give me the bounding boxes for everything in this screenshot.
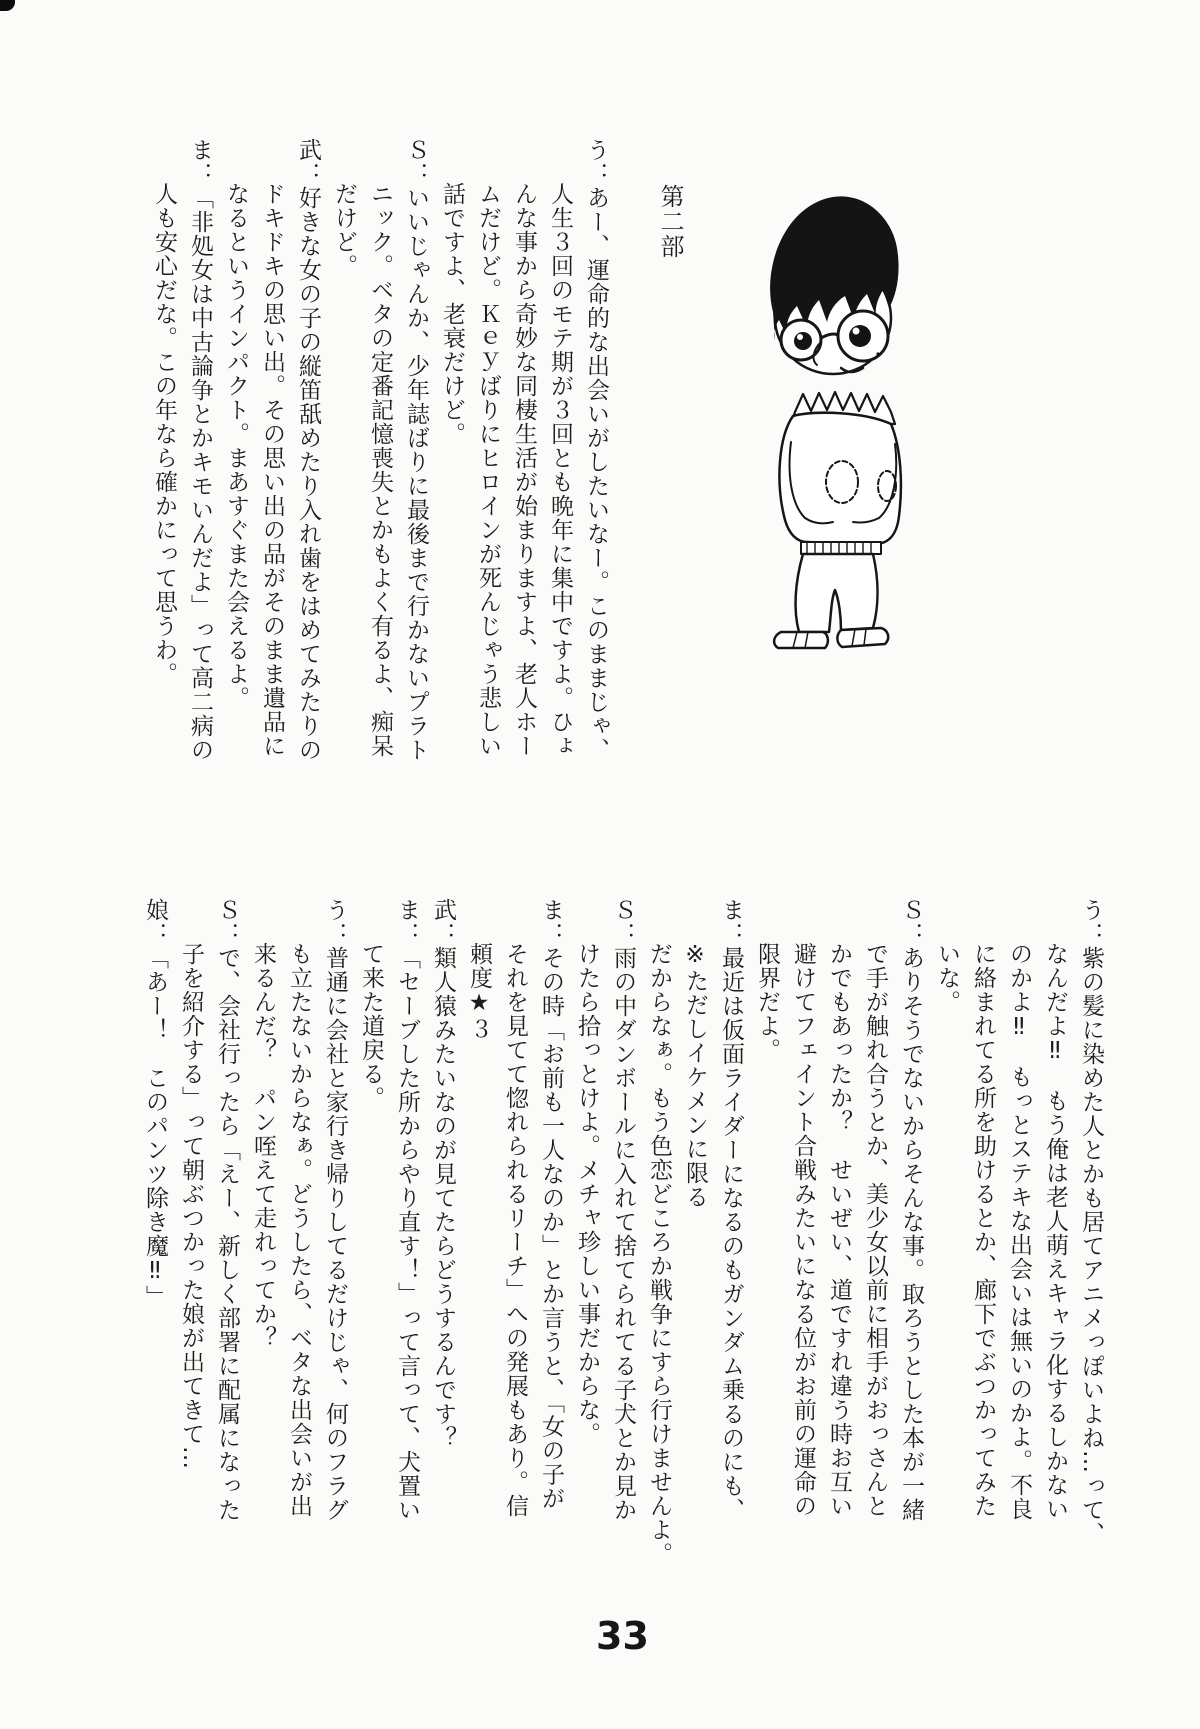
text-column: Ｓ：ありそうでないからそんな事。取ろうとした本が一緒: [898, 898, 924, 1522]
text-column: ま：最近は仮面ライダーになるのもガンダム乗るのにも、: [718, 898, 744, 1522]
text-column: それを見てて惚れられるリーチ」への発展もあり。信: [502, 942, 528, 1518]
text-column: 武：好きな女の子の縦笛舐めたり入れ歯をはめてみたりの: [295, 138, 321, 762]
text-column: Ｓ：雨の中ダンボールに入れて捨てられてる子犬とか見か: [610, 898, 636, 1522]
text-column: 避けてフェイント合戦みたいになる位がお前の運命の: [790, 942, 816, 1518]
text-column: かでもあったか？ せいぜい、道ですれ違う時お互い: [826, 942, 852, 1518]
page-number: 33: [596, 1614, 649, 1658]
text-column: ま：「セーブした所からやり直す！」って言って、犬置い: [394, 898, 420, 1522]
text-column: ニック。ベタの定番記憶喪失とかもよく有るよ、痴呆: [367, 182, 393, 758]
text-column: んな事から奇妙な同棲生活が始まりますよ、老人ホー: [511, 182, 537, 758]
text-column: ドキドキの思い出。その思い出の品がそのまま遺品に: [259, 182, 285, 758]
boy-character-illustration: [742, 190, 908, 660]
text-column: 限界だよ。: [754, 942, 780, 1062]
text-column: のかよ‼ もっとステキな出会いは無いのかよ。不良: [1006, 942, 1032, 1521]
text-column: ま：「非処女は中古論争とかキモいんだよ」って高二病の: [187, 138, 213, 762]
text-column: 頼度★３: [466, 942, 492, 1041]
text-column: なんだよ‼ もう俺は老人萌えキャラ化するしかない: [1042, 942, 1068, 1521]
text-column: で手が触れ合うとか、美少女以前に相手がおっさんと: [862, 942, 888, 1518]
scan-corner-artifact: [0, 0, 15, 11]
text-column: う：あー、運命的な出会いがしたいなー。このままじゃ、: [583, 138, 609, 762]
text-column: う：普通に会社と家行き帰りしてるだけじゃ、何のフラグ: [322, 898, 348, 1522]
text-column: 人生３回のモテ期が３回とも晩年に集中ですよ。ひょ: [547, 182, 573, 758]
text-column: 人も安心だな。この年なら確かにって思うわ。: [151, 182, 177, 686]
dialogue-section-bottom: [133, 898, 1109, 1598]
text-column: 来るんだ？ パン咥えて走れってか？: [250, 942, 276, 1350]
text-column: 武：類人猿みたいなのが見てたらどうするんです？: [430, 898, 456, 1450]
text-column: いな。: [934, 942, 960, 1014]
text-column: う：紫の髪に染めた人とかも居てアニメっぽいよね…って、: [1078, 898, 1104, 1546]
text-column: だけど。: [331, 182, 357, 278]
text-column: Ｓ：で、会社行ったら「えー、新しく部署に配属になった: [214, 898, 240, 1522]
text-column: ムだけど。Ｋｅｙばりにヒロインが死んじゃう悲しい: [475, 182, 501, 758]
dialogue-section-top: [142, 138, 688, 838]
text-column: なるというインパクト。まあすぐまた会えるよ。: [223, 182, 249, 710]
text-column: て来た道戻る。: [358, 942, 384, 1110]
text-column: ま：その時「お前も一人なのか」とか言うと、「女の子が: [538, 898, 564, 1511]
text-column: 子を紹介する」って朝ぶつかった娘が出てきて…: [178, 942, 204, 1470]
boy-illustration-svg: [742, 190, 908, 660]
text-column: ※ただしイケメンに限る: [682, 942, 708, 1209]
text-column: 娘：「あー！ このパンツ除き魔‼」: [142, 898, 168, 1309]
part-title: 第二部: [656, 184, 684, 259]
text-column: も立たないからなぁ。どうしたら、ベタな出会いが出: [286, 942, 312, 1518]
text-column: けたら拾っとけよ。メチャ珍しい事だからな。: [574, 942, 600, 1446]
text-column: Ｓ：いいじゃんか、少年誌ばりに最後まで行かないプラト: [403, 138, 429, 762]
text-column: 話ですよ、老衰だけど。: [439, 182, 465, 446]
text-column: だからなぁ。もう色恋どころか戦争にすら行けませんよ。: [646, 942, 672, 1566]
text-column: に絡まれてる所を助けるとか、廊下でぶつかってみた: [970, 942, 996, 1518]
